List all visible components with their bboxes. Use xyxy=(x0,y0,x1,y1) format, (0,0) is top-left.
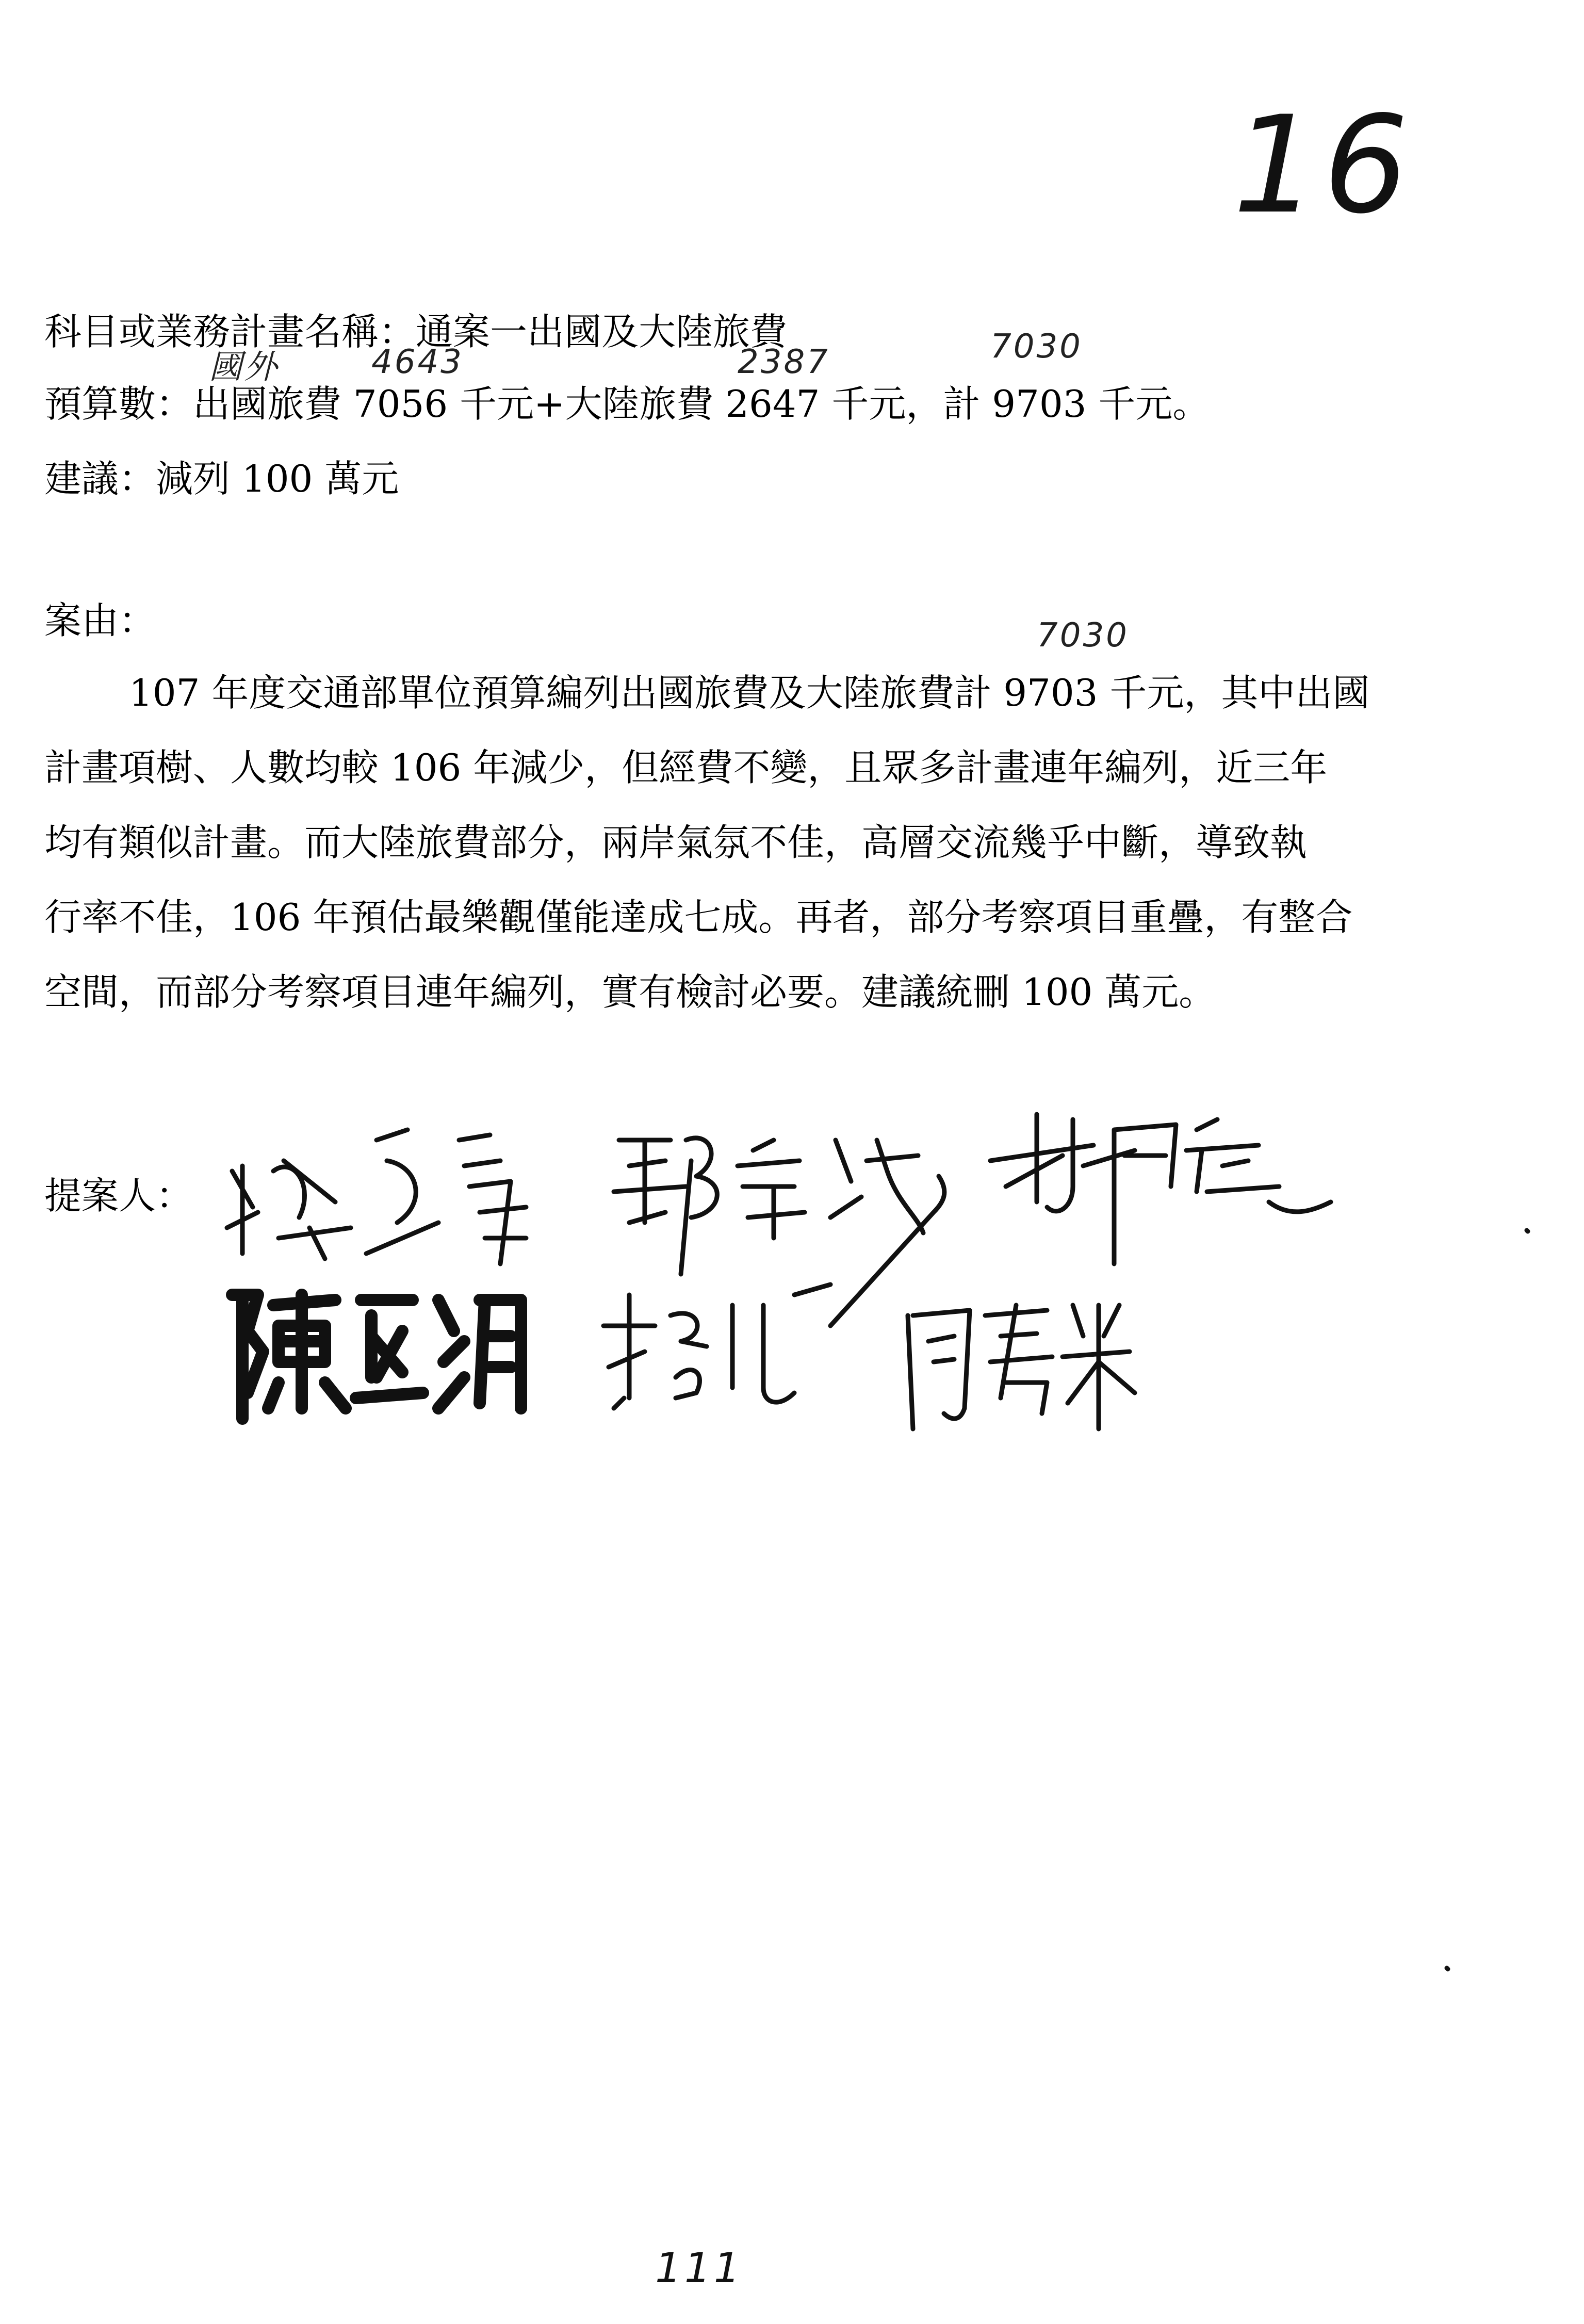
reason-label: 案由： xyxy=(44,599,156,642)
reason-line-3: 均有類似計畫。而大陸旅費部分，兩岸氣氛不佳，高層交流幾乎中斷，導致執 xyxy=(44,821,1308,864)
proposer-label: 提案人： xyxy=(44,1174,193,1217)
signature-3 xyxy=(980,1099,1351,1264)
reason-line-5: 空間，而部分考察項目連年編列，實有檢討必要。建議統刪 100 萬元。 xyxy=(44,970,1216,1014)
suggestion-line: 建議：減列 100 萬元 xyxy=(44,457,399,500)
signature-1 xyxy=(222,1109,542,1274)
annotation-total-amount-2: 7030 xyxy=(1037,616,1129,655)
reason-line-2: 計畫項樹、人數均較 106 年減少，但經費不變，且眾多計畫連年編列，近三年 xyxy=(44,746,1328,789)
annotation-total-amount: 7030 xyxy=(990,328,1083,366)
scan-speck xyxy=(1524,1228,1530,1234)
scan-speck xyxy=(1444,1965,1450,1972)
reason-line-4: 行率不佳，106 年預估最樂觀僅能達成七成。再者，部分考察項目重疊，有整合 xyxy=(44,896,1353,939)
subject-value: 通案一出國及大陸旅費 xyxy=(416,310,788,353)
annotation-foreign: 國外 xyxy=(209,348,279,386)
subject-label: 科目或業務計畫名稱： xyxy=(44,310,416,353)
signature-connector-stroke xyxy=(820,1171,954,1336)
annotation-foreign-amount: 4643 xyxy=(371,343,464,381)
reason-line-1: 107 年度交通部單位預算編列出國旅費及大陸旅費計 9703 千元，其中出國 xyxy=(129,671,1370,714)
signature-4 xyxy=(222,1274,542,1429)
annotation-mainland-amount: 2387 xyxy=(738,343,830,381)
page-number-handwritten: 16 xyxy=(1233,88,1414,243)
budget-line: 預算數：出國旅費 7056 千元+大陸旅費 2647 千元，計 9703 千元。 xyxy=(44,382,1210,426)
bottom-page-number: 111 xyxy=(655,2244,743,2292)
